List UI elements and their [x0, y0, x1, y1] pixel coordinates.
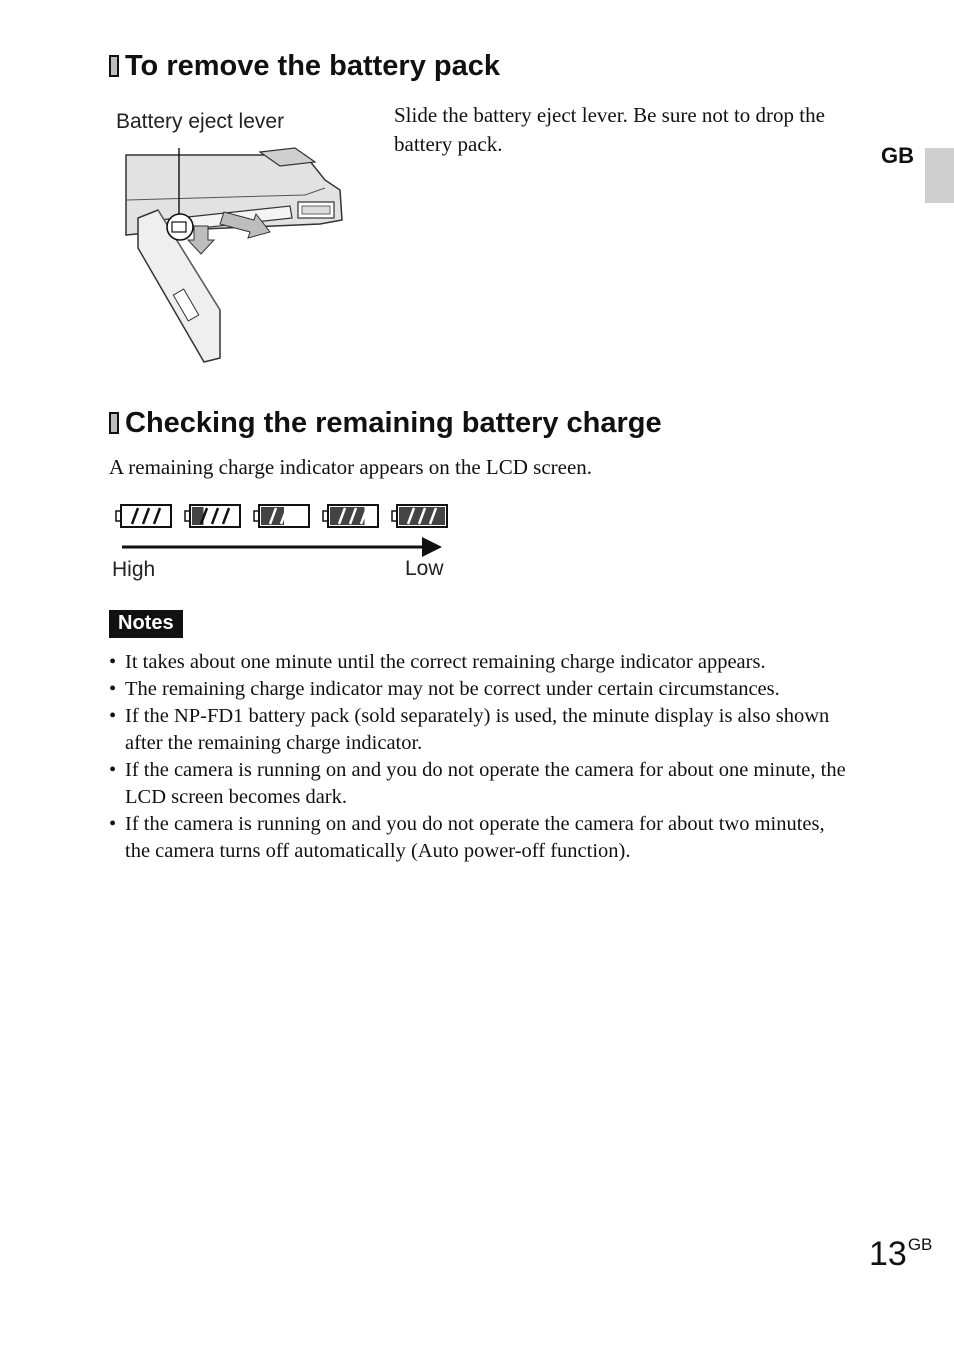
notes-list [109, 649, 854, 865]
scale-label-high: High [112, 558, 156, 581]
battery-removal-illustration [120, 140, 350, 370]
charge-indicator-row [112, 500, 452, 536]
charge-scale-arrow [120, 535, 450, 559]
battery-level-icon [392, 505, 447, 527]
heading-marker-icon [109, 55, 119, 77]
heading-marker-icon [109, 412, 119, 434]
note-item: • It takes about one minute until the correct remaining charge indicator appears. [109, 649, 854, 676]
page-number [869, 1235, 932, 1274]
heading-text: To remove the battery pack [125, 50, 500, 82]
heading-text: Checking the remaining battery charge [125, 407, 662, 439]
page-number-suffix: GB [907, 1235, 933, 1254]
battery-level-icon [323, 505, 378, 527]
section-heading-battery-charge [109, 406, 662, 440]
language-tab-marker [925, 148, 954, 203]
language-tab-label: GB [881, 143, 914, 168]
note-item: • If the camera is running on and you do not operate the camera for about one minute, the LCD screen becomes dark. [109, 757, 854, 811]
charge-intro-text: A remaining charge indicator appears on the LCD screen. [109, 455, 593, 479]
scale-label-low: Low [405, 557, 444, 580]
remove-battery-instruction: Slide the battery eject lever. Be sure not to drop the battery pack. [394, 103, 825, 156]
note-item: • The remaining charge indicator may not be correct under certain circumstances. [109, 676, 854, 703]
note-item: • If the camera is running on and you do not operate the camera for about two minutes, the camera turns off automatically (Auto power-off function). [109, 811, 854, 865]
note-item: • If the NP-FD1 battery pack (sold separately) is used, the minute display is also shown after the remaining charge indicator. [109, 703, 854, 757]
battery-eject-lever-label: Battery eject lever [116, 110, 285, 133]
battery-level-icon [116, 505, 171, 527]
section-heading-remove-battery [109, 49, 500, 83]
battery-level-icon [254, 505, 309, 527]
page-number-value: 13 [869, 1235, 907, 1273]
notes-badge: Notes [109, 610, 183, 638]
battery-level-icon [185, 505, 240, 527]
